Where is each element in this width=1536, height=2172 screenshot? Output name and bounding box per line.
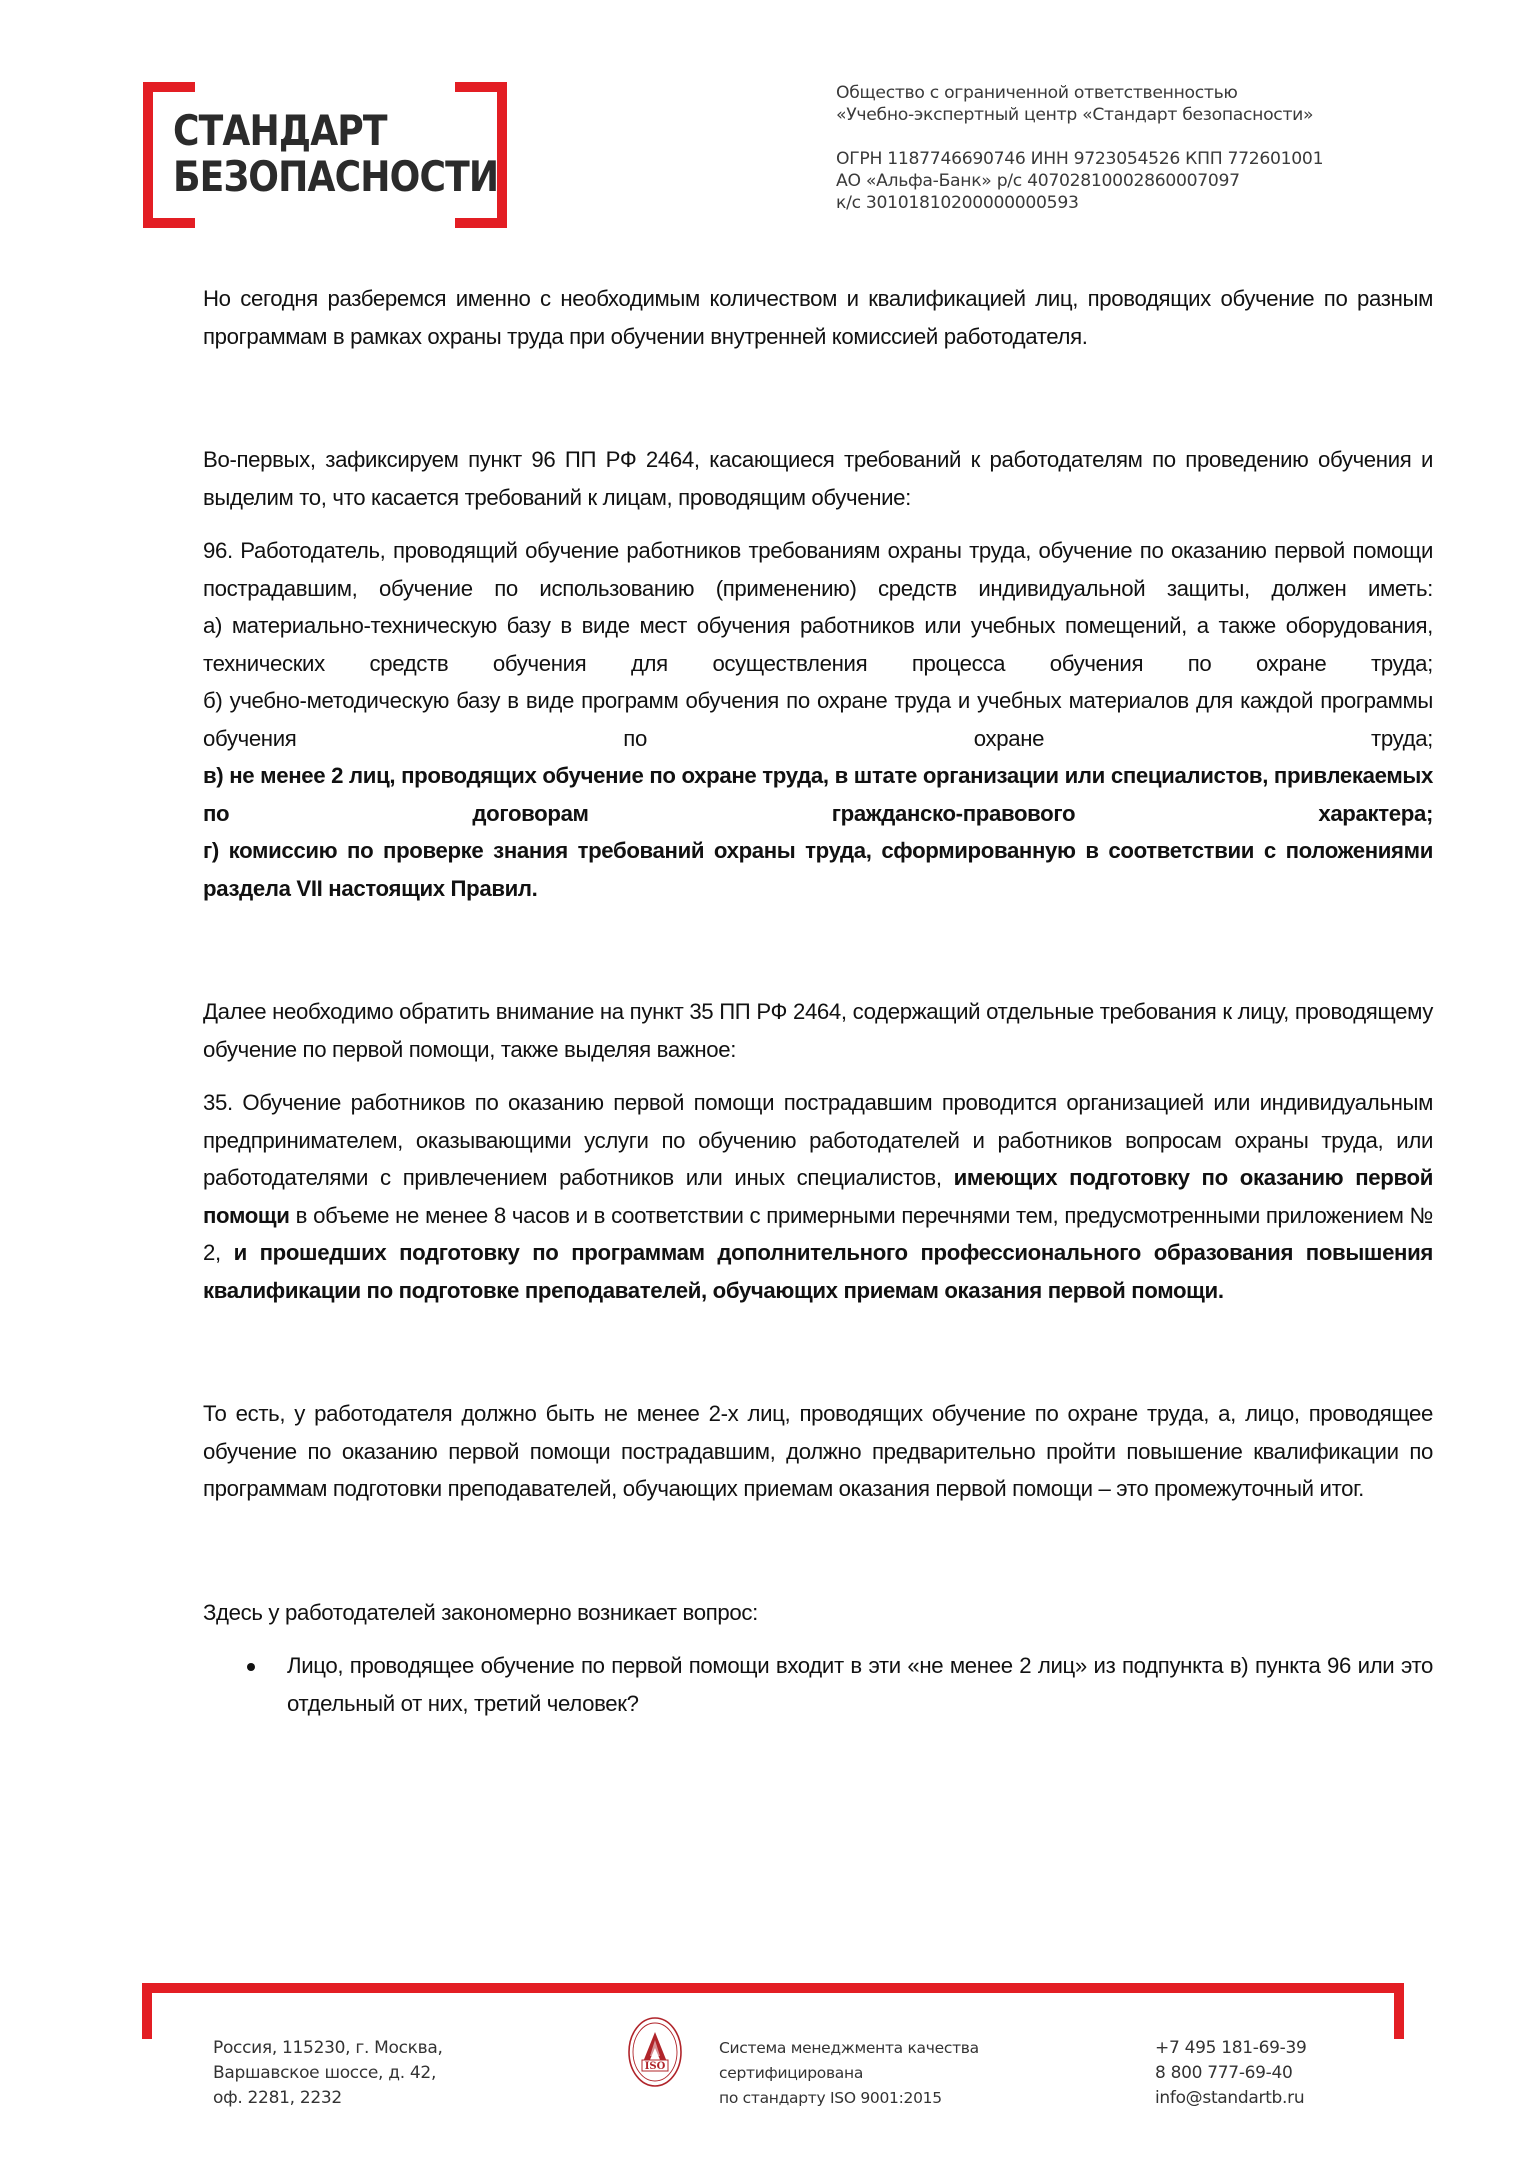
correspondent-account: к/с 30101810200000000593: [836, 193, 1079, 213]
address-line: оф. 2281, 2232: [213, 2088, 342, 2108]
clause-35-bold-1: имеющих подготовку по оказанию первой помощи: [203, 1165, 1433, 1228]
question-intro: Здесь у работодателей закономерно возникает вопрос:: [203, 1599, 758, 1625]
logo-line-2: БЕЗОПАСНОСТИ: [173, 152, 499, 201]
clause-96-intro: 96. Работодатель, проводящий обучение работников требованиям охраны труда, обучение по оказанию первой помощи пострадавшим, обучение по использованию (применению) средств индивидуальной защиты, должен иметь:: [203, 538, 1433, 601]
clause-35: [203, 1084, 1433, 1309]
clause-96-item-v-text: в) не менее 2 лиц, проводящих обучение по охране труда, в штате организации или специалистов, привлекаемых по договорам гражданско-правового характера;: [203, 763, 1433, 826]
summary-paragraph: То есть, у работодателя должно быть не менее 2-х лиц, проводящих обучение по охране труда, а, лицо, проводящее обучение по оказанию первой помощи пострадавшим, должно предварительно пройти повышение квалификации по программам подготовки преподавателей, обучающих приемам оказания первой помощи – это промежуточный итог.: [203, 1401, 1433, 1501]
document-body: [203, 280, 1433, 1722]
clause-35-part-2: в объеме не менее 8 часов и в соответствии с примерными перечнями тем, предусмотренными приложением № 2,: [203, 1202, 1433, 1265]
org-name: «Учебно-экспертный центр «Стандарт безопасности»: [836, 105, 1314, 125]
iso-line: Система менеджмента качества: [719, 2039, 979, 2057]
clause-35-bold-2: и прошедших подготовку по программам дополнительного профессионального образования повышения квалификации по подготовке преподавателей, обучающих приемам оказания первой помощи.: [203, 1240, 1433, 1303]
company-logo: [143, 82, 507, 228]
next-point-paragraph: Далее необходимо обратить внимание на пункт 35 ПП РФ 2464, содержащий отдельные требования к лицу, проводящему обучение по первой помощи, также выделяя важное:: [203, 999, 1433, 1062]
clause-96: [203, 532, 1433, 907]
email-link[interactable]: info@standartb.ru: [1155, 2088, 1305, 2108]
footer-contacts: [1155, 2036, 1307, 2111]
footer-iso-certification: [719, 2036, 979, 2111]
bank-account: АО «Альфа-Банк» р/с 40702810002860007097: [836, 171, 1240, 191]
phone-link-1[interactable]: +7 495 181-69-39: [1155, 2038, 1307, 2058]
org-type: Общество с ограниченной ответственностью: [836, 83, 1238, 103]
clause-96-item-g: [203, 832, 1433, 907]
question-list: [203, 1647, 1433, 1722]
company-requisites: [836, 82, 1323, 214]
iso-line: по стандарту ISO 9001:2015: [719, 2089, 942, 2107]
logo-line-1: СТАНДАРТ: [173, 106, 387, 155]
address-line: Варшавское шоссе, д. 42,: [213, 2063, 437, 2083]
clause-96-item-b: б) учебно-методическую базу в виде программ обучения по охране труда и учебных материалов для каждой программы обучения по охране труда;: [203, 688, 1433, 751]
clause-96-item-v: [203, 757, 1433, 832]
first-point-paragraph: Во-первых, зафиксируем пункт 96 ПП РФ 2464, касающиеся требований к работодателям по проведению обучения и выделим то, что касается требований к лицам, проводящим обучение:: [203, 447, 1433, 510]
list-item-text: Лицо, проводящее обучение по первой помощи входит в эти «не менее 2 лиц» из подпункта в) пункта 96 или это отдельный от них, третий человек?: [287, 1653, 1433, 1716]
intro-paragraph: Но сегодня разберемся именно с необходимым количеством и квалификацией лиц, проводящих обучение по разным программам в рамках охраны труда при обучении внутренней комиссией работодателя.: [203, 286, 1433, 349]
phone-link-2[interactable]: 8 800 777-69-40: [1155, 2063, 1293, 2083]
logo-text: [173, 108, 498, 200]
bullet-icon: [247, 1663, 255, 1671]
list-item: [203, 1647, 1433, 1722]
iso-line: сертифицирована: [719, 2064, 864, 2082]
clause-96-item-a: а) материально-техническую базу в виде мест обучения работников или учебных помещений, а также оборудования, технических средств обучения для осуществления процесса обучения по охране труда;: [203, 613, 1433, 676]
org-ids: ОГРН 1187746690746 ИНН 9723054526 КПП 772601001: [836, 149, 1324, 169]
footer-address: [213, 2036, 443, 2111]
iso-badge-label: ISO: [644, 2061, 666, 2072]
clause-35-part-1: 35. Обучение работников по оказанию первой помощи пострадавшим проводится организацией или индивидуальным предпринимателем, оказывающими услуги по обучению работодателей и работников вопросам охраны труда, или работодателями с привлечением работников или иных специалистов,: [203, 1090, 1433, 1190]
clause-96-item-g-text: г) комиссию по проверке знания требований охраны труда, сформированную в соответствии с положениями раздела VII настоящих Правил.: [203, 838, 1433, 901]
iso-certificate-icon: [627, 2016, 683, 2088]
address-line: Россия, 115230, г. Москва,: [213, 2038, 443, 2058]
footer-frame: [142, 1983, 1404, 2039]
